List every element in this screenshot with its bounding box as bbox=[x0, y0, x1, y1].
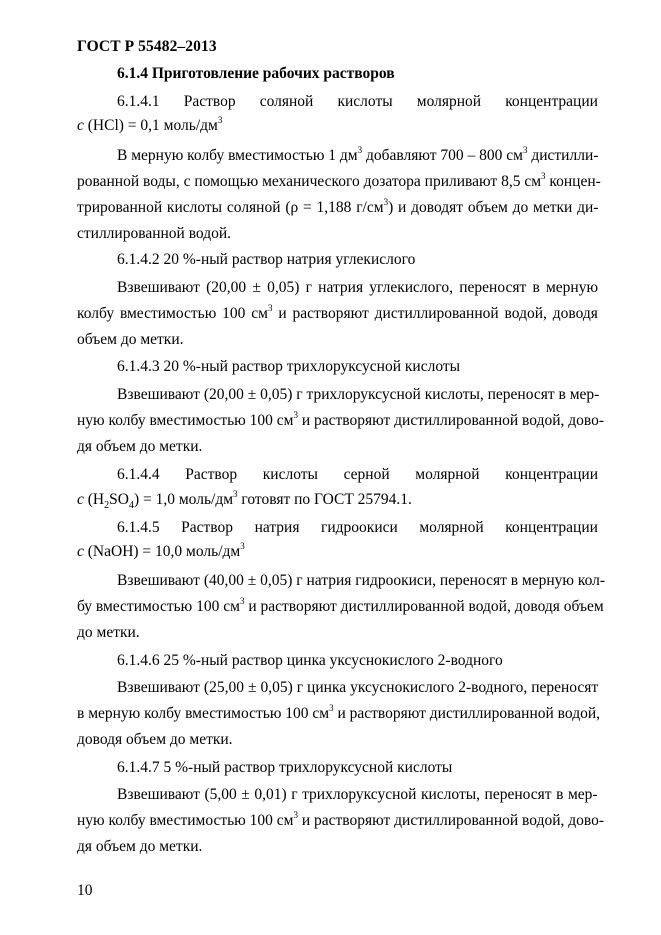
word: Раствор bbox=[183, 93, 236, 110]
paragraph-line: В мерную колбу вместимостью 1 $дм^3$ добавляют 700 – 800 $см^3$ дистилли- bbox=[117, 145, 599, 164]
page-number: 10 bbox=[77, 882, 93, 899]
paragraph-line: Взвешивают (25,00 ± 0,05) г цинка уксуснокислого 2-водного, переносят bbox=[117, 679, 599, 696]
paragraph-line: трированной кислоты соляной (ρ = 1,188 $г/см^3$) и доводят объем до метки ди- bbox=[77, 197, 599, 216]
formula-h2so4: c $(H_2SO_4) = 1,0$ моль/$дм^3$ готовят по ГОСТ 25794.1. bbox=[77, 489, 412, 511]
word: кислоты bbox=[337, 93, 393, 110]
document-code: ГОСТ Р 55482–2013 bbox=[77, 38, 217, 55]
word: серной bbox=[343, 466, 390, 483]
paragraph-line: до метки. bbox=[77, 624, 140, 641]
word: 6.1.4.5 bbox=[117, 519, 160, 536]
paragraph-line: Взвешивают (20,00 ± 0,05) г трихлоруксусной кислоты, переносят в мер- bbox=[117, 386, 600, 403]
paragraph-line: стиллированной водой. bbox=[77, 225, 232, 242]
word: молярной bbox=[416, 93, 482, 110]
paragraph-line: в мерную колбу вместимостью 100 $см^3$ и растворяют дистиллированной водой, bbox=[77, 703, 601, 722]
heading-6-1-4-3: 6.1.4.3 20 %-ный раствор трихлоруксусной кислоты bbox=[117, 358, 461, 375]
word: концентрации bbox=[505, 466, 598, 483]
heading-6-1-4-5 bbox=[117, 518, 598, 538]
word: концентрации bbox=[505, 519, 598, 536]
word: 6.1.4.4 bbox=[117, 466, 160, 483]
heading-6-1-4-7: 6.1.4.7 5 %-ный раствор трихлоруксусной кислоты bbox=[117, 759, 453, 776]
paragraph-line: объем до метки. bbox=[77, 331, 184, 348]
paragraph-line: ную колбу вместимостью 100 $см^3$ и растворяют дистиллированной водой, дово- bbox=[77, 410, 605, 429]
paragraph-line: дя объем до метки. bbox=[77, 438, 203, 455]
word: Раствор bbox=[185, 466, 238, 483]
word: молярной bbox=[415, 466, 480, 483]
word: натрия bbox=[254, 519, 300, 536]
paragraph-line: Взвешивают (40,00 ± 0,05) г натрия гидроокиси, переносят в мерную кол- bbox=[117, 572, 606, 589]
heading-6-1-4-2: 6.1.4.2 20 %-ный раствор натрия углекислого bbox=[117, 251, 416, 268]
formula-naoh: c (NaOH) = 10,0 моль/$дм^3$ bbox=[77, 541, 245, 560]
heading-6-1-4-6: 6.1.4.6 25 %-ный раствор цинка уксуснокислого 2-водного bbox=[117, 652, 503, 669]
word: кислоты bbox=[262, 466, 318, 483]
paragraph-line: бу вместимостью 100 $см^3$ и растворяют дистиллированной водой, доводя объем bbox=[77, 596, 604, 615]
paragraph-line: доводя объем до метки. bbox=[77, 731, 233, 748]
word: гидроокиси bbox=[321, 519, 398, 536]
paragraph-line: колбу вместимостью 100 $см^3$ и растворяют дистиллированной водой, доводя bbox=[77, 303, 598, 322]
heading-6-1-4-1 bbox=[117, 92, 598, 112]
word: Раствор bbox=[181, 519, 234, 536]
word: 6.1.4.1 bbox=[117, 93, 160, 110]
paragraph-line: ную колбу вместимостью 100 $см^3$ и растворяют дистиллированной водой, дово- bbox=[77, 810, 605, 829]
heading-6-1-4-4 bbox=[117, 465, 598, 485]
paragraph-line: рованной воды, с помощью механического дозатора приливают 8,5 $см^3$ концен- bbox=[77, 171, 601, 190]
paragraph-line: Взвешивают (5,00 ± 0,01) г трихлоруксусной кислоты, переносят в мер- bbox=[117, 786, 598, 803]
paragraph-line: дя объем до метки. bbox=[77, 838, 203, 855]
word: концентрации bbox=[505, 93, 598, 110]
word: соляной bbox=[259, 93, 314, 110]
paragraph-line: Взвешивают (20,00 ± 0,05) г натрия углекислого, переносят в мерную bbox=[117, 279, 599, 296]
formula-hcl: c (HCl) = 0,1 моль/$дм^3$ bbox=[77, 115, 223, 134]
word: молярной bbox=[419, 519, 484, 536]
section-title: 6.1.4 Приготовление рабочих растворов bbox=[117, 65, 395, 82]
